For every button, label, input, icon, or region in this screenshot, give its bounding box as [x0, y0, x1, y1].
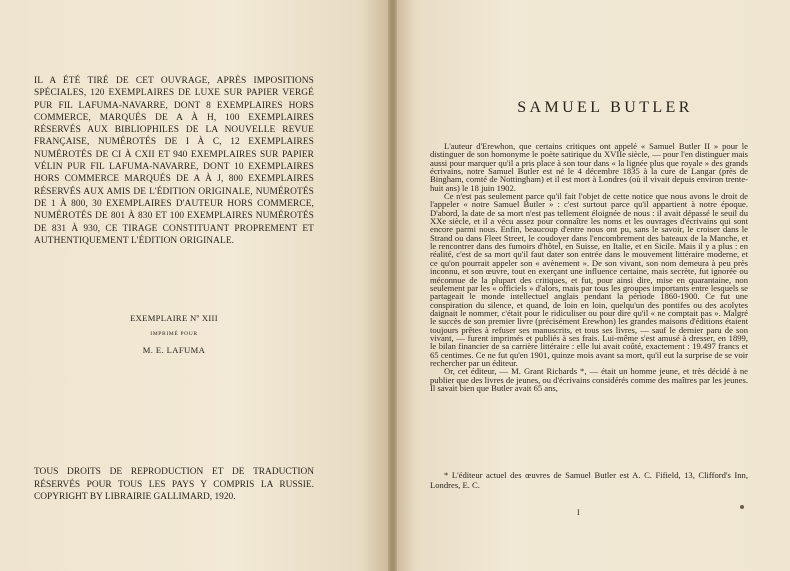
colophon-text [34, 75, 314, 247]
exemplaire-number: EXEMPLAIRE Nº XIII [130, 313, 218, 323]
body-paragraph-2: Ce n'est pas seulement parce qu'il fait l'objet de cette notice que nous avons le droit de l'appeler « notre Samuel Butler » : c'est surtout parce qu'il appartient à notre époque. D'abord, la date de sa mort n'est pas tellement éloignée de nous : il avait dépassé le seuil du XXe siècle, et il a vécu assez pour connaître les noms et les ouvrages d'écrivains qui sont encore parmi nous. Enfin, beaucoup d'entre nous ont pu, sans le savoir, le croiser dans le Strand ou dans Fleet Street, le coudoyer dans l'encombrement des bateaux de la Manche, et le rencontrer dans des fumoirs d'hôtel, en Suisse, en Italie, et en Sicile. Mais il y a plus : en réalité, c'est de sa mort qu'il faut dater son entrée dans le mouvement littéraire moderne, et ce qu'on pourrait appeler son « avènement ». De son vivant, son nom demeura à peu près inconnu, et son œuvre, tout en exerçant une influence certaine, mais secrète, fut ignorée ou méconnue de la plupart des critiques, et fut, pour ainsi dire, mise en quarantaine, non seulement par les « officiels » d'alors, mais par tous les groupes importants entre lesquels se partageait le monde intellectuel anglais pendant la période 1860-1900. Ce fut une conspiration du silence, et quand, de loin en loin, quelqu'un des pontifes ou des acolytes daignait le nommer, c'était pour le ridiculiser ou pour dire qu'il « ne comptait pas ». Malgré le succès de son premier livre (précisément Erewhon) les grandes maisons d'éditions étaient toujours prêtes à refuser ses manuscrits, et tous ses livres, — sauf le dernier paru de son vivant, — furent imprimés et publiés à ses frais. Lui-même s'est amusé à dresser, en 1899, le bilan financier de sa carrière littéraire : elle lui avait coûté, exactement : 19.497 francs et 65 centimes. Ce ne fut qu'en 1901, quinze mois avant sa mort, qu'il eut la surprise de se voir rechercher par un éditeur. [430, 191, 748, 368]
footnote [430, 470, 748, 490]
ink-speck [740, 505, 744, 509]
body-paragraph-3: Or, cet éditeur, — M. Grant Richards *, — était un homme jeune, et très décidé à ne publier que des livres de jeunes, ou d'écrivains considérés comme des maîtres par les jeunes. Il savait bien que Butler avait 65 ans, [430, 366, 748, 393]
exemplaire-subtitle: IMPRIMÉ POUR [150, 331, 198, 337]
colophon-paragraph: IL A ÉTÉ TIRÉ DE CET OUVRAGE, APRÈS IMPOSITIONS SPÉCIALES, 120 EXEMPLAIRES DE LUXE SUR PAPIER VERGÉ PUR FIL LAFUMA-NAVARRE, DONT 8 EXEMPLAIRES HORS COMMERCE, MARQUÉS DE A À H, 100 EXEMPLAIRES RÉSERVÉS AUX BIBLIOPHILES DE LA NOUVELLE REVUE FRANÇAISE, NUMÉROTÉS DE I À C, 12 EXEMPLAIRES NUMÉROTÉS DE CI À CXII ET 940 EXEMPLAIRES SUR PAPIER VÉLIN PUR FIL LAFUMA-NAVARRE, DONT 10 EXEMPLAIRES HORS COMMERCE MARQUÉS DE A À J, 800 EXEMPLAIRES RÉSERVÉS AUX AMIS DE L'ÉDITION ORIGINALE, NUMÉROTÉS DE 1 À 800, 30 EXEMPLAIRES D'AUTEUR HORS COMMERCE, NUMÉROTÉS DE 801 À 830 ET 100 EXEMPLAIRES NUMÉROTÉS DE 831 À 930, CE TIRAGE CONSTITUANT PROPREMENT ET AUTHENTIQUEMENT L'ÉDITION ORIGINALE. [34, 76, 314, 246]
book-gutter [388, 0, 397, 571]
exemplaire-recipient: M. E. LAFUMA [142, 345, 206, 355]
rights-paragraph: TOUS DROITS DE REPRODUCTION ET DE TRADUCTION RÉSERVÉS POUR TOUS LES PAYS Y COMPRIS LA RUSSIE. COPYRIGHT BY LIBRAIRIE GALLIMARD, 1920. [34, 467, 314, 503]
page-number: I [577, 508, 580, 517]
footnote-text: * L'éditeur actuel des œuvres de Samuel Butler est A. C. Fifield, 13, Clifford's Inn, Londres, E. C. [430, 470, 748, 491]
rights-notice [34, 466, 314, 504]
body-paragraph-1: L'auteur d'Erewhon, que certains critiques ont appelé « Samuel Butler II » pour le distinguer de son homonyme le poète satirique du XVIIe siècle, — pour l'en distinguer mais aussi pour marquer qu'il a pris place à son tour dans « la lignée plus que royale » des grands écrivains, notre Samuel Butler est né le 4 décembre 1835 à la cure de Langar (près de Bingham, comté de Nottingham) et il est mort à Londres (où il vivait depuis environ trente-huit ans) le 18 juin 1902. [430, 141, 748, 193]
body-text [430, 142, 748, 392]
chapter-heading: SAMUEL BUTLER [517, 98, 693, 116]
